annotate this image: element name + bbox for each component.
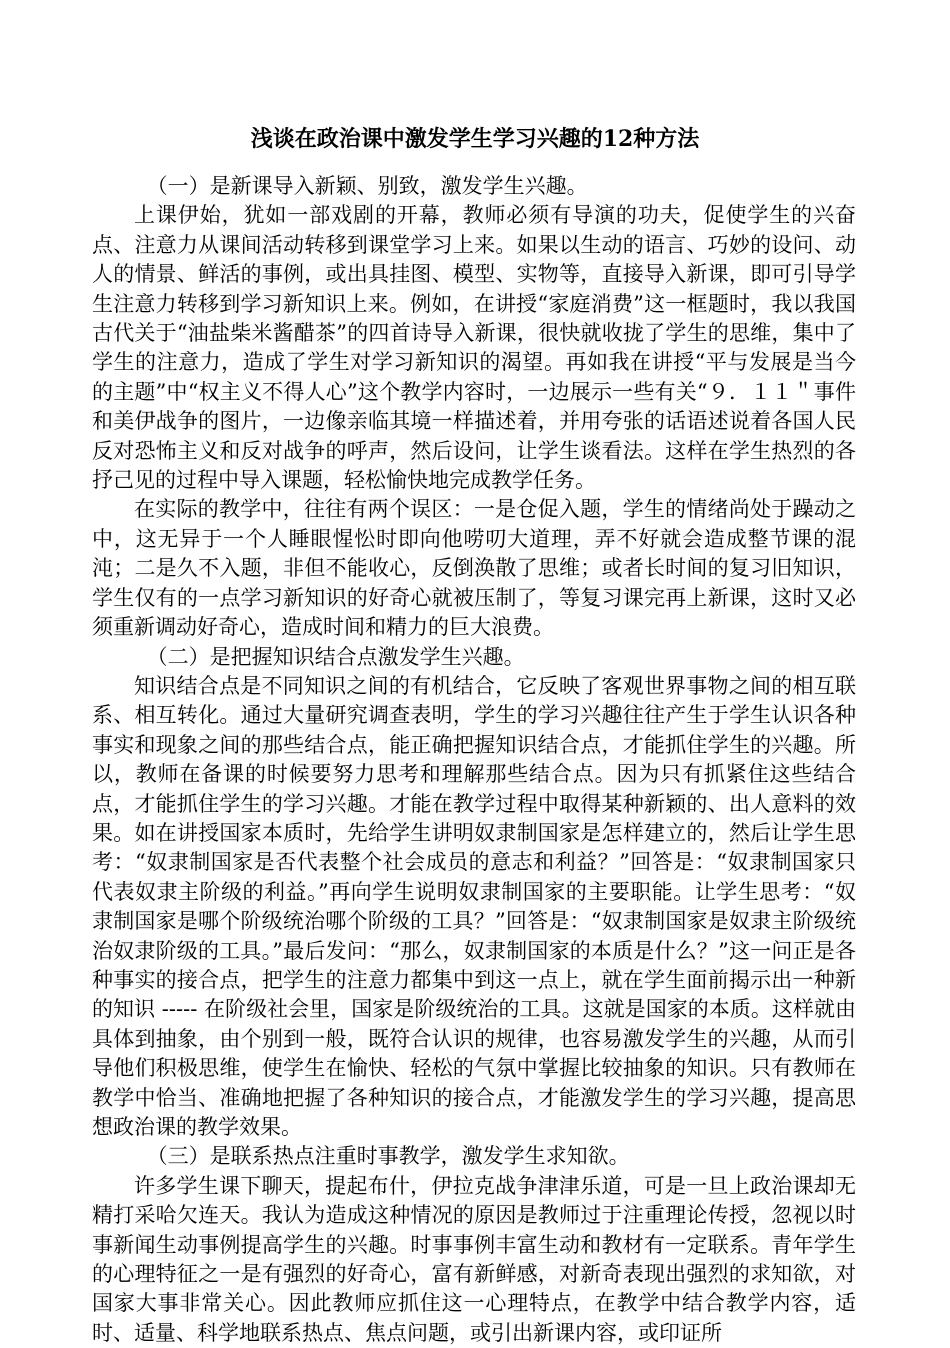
paragraph-2-1: 知识结合点是不同知识之间的有机结合，它反映了客观世界事物之间的相互联系、相互转化。通过大量研究调查表明，学生的学习兴趣往往产生于学生认识各种事实和现象之间的那些结合点，能正确把握知识结合点，才能抓住学生的兴趣。所以，教师在备课的时候要努力思考和理解那些结合点。因为只有抓紧住这些结合点，才能抓住学生的学习兴趣。才能在教学过程中取得某种新颖的、出人意料的效果。如在讲授国家本质时，先给学生讲明奴隶制国家是怎样建立的，然后让学生思考：“奴隶制国家是否代表整个社会成员的意志和利益？”回答是：“奴隶制国家只代表奴隶主阶级的利益。”再向学生说明奴隶制国家的主要职能。让学生思考：“奴隶制国家是哪个阶级统治哪个阶级的工具？”回答是：“奴隶制国家是奴隶主阶级统治奴隶阶级的工具。”最后发问：“那么，奴隶制国家的本质是什么？”这一问正是各种事实的接合点，把学生的注意力都集中到这一点上，就在学生面前揭示出一种新的知识 ----- 在阶级社会里，国家是阶级统治的工具。这就是国家的本质。这样就由具体到抽象，由个别到一般，既符合认识的规律，也容易激发学生的兴趣，从而引导他们积极思维，使学生在愉快、轻松的气氛中掌握比较抽象的知识。只有教师在教学中恰当、准确地把握了各种知识的接合点，才能激发学生的学习兴趣，提高思想政治课的教学效果。 — [92, 673, 856, 1139]
section-heading-2: （二）是把握知识结合点激发学生兴趣。 — [146, 644, 525, 669]
paragraph-1-1: 上课伊始，犹如一部戏剧的开幕，教师必须有导演的功夫，促使学生的兴奋点、注意力从课间活动转移到课堂学习上来。如果以生动的语言、巧妙的设问、动人的情景、鲜活的事例，或出具挂图、模型、实物等，直接导入新课，即可引导学生注意力转移到学习新知识上来。例如，在讲授“家庭消费”这一框题时，我以我国古代关于“油盐柴米酱醋茶”的四首诗导入新课，很快就收拢了学生的思维，集中了学生的注意力，造成了学生对学习新知识的渴望。再如我在讲授“平与发展是当今的主题”中“权主义不得人心”这个教学内容时，一边展示一些有关“９．１１＂事件和美伊战争的图片，一边像亲临其境一样描述着，并用夸张的话语述说着各国人民反对恐怖主义和反对战争的呼声，然后设问，让学生谈看法。这样在学生热烈的各抒己见的过程中导入课题，轻松愉快地完成教学任务。 — [92, 203, 856, 493]
paragraph-3-1: 许多学生课下聊天，提起布什，伊拉克战争津津乐道，可是一旦上政治课却无精打采哈欠连天。我认为造成这种情况的原因是教师过于注重理论传授，忽视以时事新闻生动事例提高学生的兴趣。时事事例丰富生动和教材有一定联系。青年学生的心理特征之一是有强烈的好奇心，富有新鲜感，对新奇表现出强烈的求知欲，对国家大事非常关心。因此教师应抓住这一心理特点，在教学中结合教学内容，适时、适量、科学地联系热点、焦点问题，或引出新课内容，或印证所 — [92, 1173, 856, 1345]
document-title: 浅谈在政治课中激发学生学习兴趣的12种方法 — [250, 126, 700, 152]
section-heading-1: （一）是新课导入新颖、别致，激发学生兴趣。 — [146, 174, 588, 198]
document-body — [92, 172, 856, 1348]
section-heading-3: （三）是联系热点注重时事教学，激发学生求知欲。 — [146, 1144, 630, 1169]
paragraph-1-2: 在实际的教学中，往往有两个误区：一是仓促入题，学生的情绪尚处于躁动之中，这无异于一个人睡眼惺忪时即向他唠叨大道理，弄不好就会造成整节课的混沌；二是久不入题，非但不能收心，反倒涣散了思维；或者长时间的复习旧知识，学生仅有的一点学习新知识的好奇心就被压制了，等复习课完再上新课，这时又必须重新调动好奇心，造成时间和精力的巨大浪费。 — [92, 497, 856, 640]
